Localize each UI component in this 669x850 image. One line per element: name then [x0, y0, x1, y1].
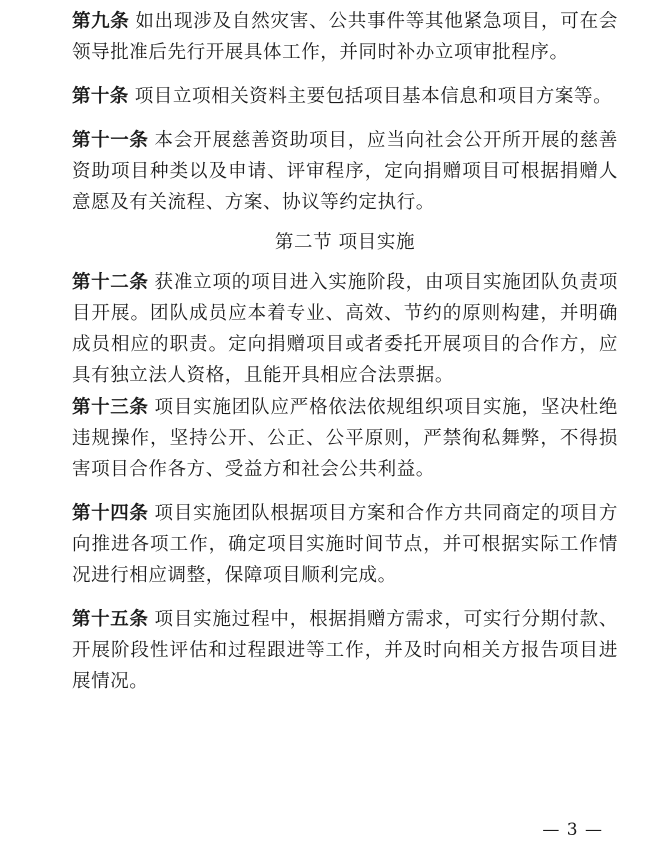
article-text: 项目立项相关资料主要包括项目基本信息和项目方案等。	[134, 86, 613, 107]
article-15	[72, 604, 618, 697]
article-11	[72, 125, 618, 218]
article-14	[72, 498, 618, 591]
article-10	[72, 81, 618, 112]
article-label: 第十一条	[72, 130, 149, 151]
article-label: 第十三条	[72, 397, 149, 418]
article-label: 第十条	[72, 86, 129, 107]
article-text: 项目实施过程中，根据捐赠方需求，可实行分期付款、开展阶段性评估和过程跟进等工作，并及时向相关方报告项目进展情况。	[72, 609, 618, 692]
article-12	[72, 267, 618, 391]
article-label: 第十五条	[72, 609, 149, 630]
article-label: 第十二条	[72, 272, 149, 293]
article-label: 第九条	[72, 11, 130, 32]
article-text: 如出现涉及自然灾害、公共事件等其他紧急项目，可在会领导批准后先行开展具体工作，并同时补办立项审批程序。	[72, 11, 618, 63]
page-number: — 3 —	[542, 820, 603, 840]
article-text: 获准立项的项目进入实施阶段，由项目实施团队负责项目开展。团队成员应本着专业、高效、节约的原则构建，并明确成员相应的职责。定向捐赠项目或者委托开展项目的合作方，应具有独立法人资格，且能开具相应合法票据。	[72, 272, 618, 386]
article-9	[72, 6, 618, 68]
article-13	[72, 392, 618, 485]
article-text: 项目实施团队应严格依法依规组织项目实施，坚决杜绝违规操作，坚持公开、公正、公平原则，严禁徇私舞弊，不得损害项目合作各方、受益方和社会公共利益。	[72, 397, 618, 480]
document-page	[72, 6, 618, 697]
article-text: 本会开展慈善资助项目，应当向社会公开所开展的慈善资助项目种类以及申请、评审程序，定向捐赠项目可根据捐赠人意愿及有关流程、方案、协议等约定执行。	[72, 130, 618, 213]
section-title: 第二节 项目实施	[274, 232, 416, 253]
article-label: 第十四条	[72, 503, 149, 524]
article-text: 项目实施团队根据项目方案和合作方共同商定的项目方向推进各项工作，确定项目实施时间节点，并可根据实际工作情况进行相应调整，保障项目顺利完成。	[72, 503, 618, 586]
